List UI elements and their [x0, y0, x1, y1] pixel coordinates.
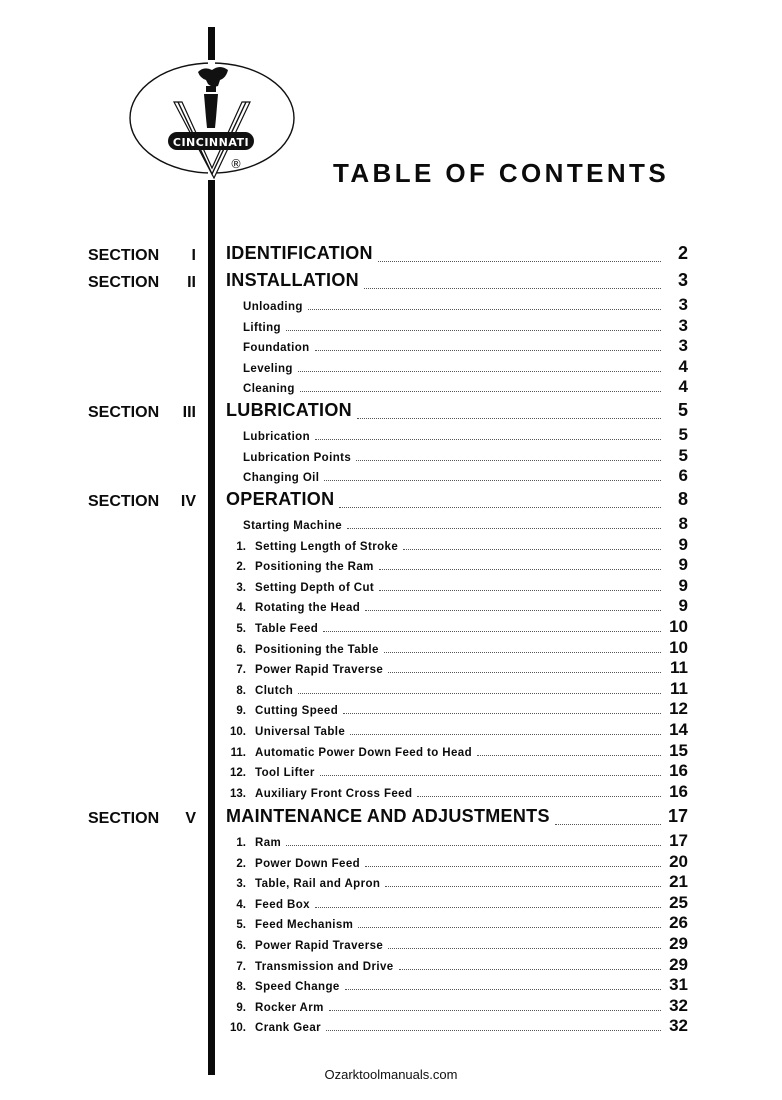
toc-entry[interactable] [222, 852, 688, 872]
entry-text: Rocker Arm [255, 1001, 324, 1014]
toc-entry[interactable] [222, 555, 688, 575]
section-label [88, 400, 196, 422]
section-numeral: V [185, 810, 196, 827]
page-number: 9 [678, 534, 688, 554]
toc-entry[interactable] [243, 336, 688, 356]
entry-text: Lifting [243, 321, 281, 334]
dot-leader [298, 693, 661, 694]
dot-leader [343, 713, 661, 714]
dot-leader [384, 652, 661, 653]
entry-text: Power Rapid Traverse [255, 940, 384, 952]
toc-entry[interactable] [222, 872, 688, 892]
toc-entry[interactable] [222, 996, 688, 1016]
toc-section-heading[interactable] [226, 489, 688, 513]
dot-leader [356, 460, 661, 461]
entry-number: 9. [236, 705, 246, 718]
entry-text: Transmission and Drive [255, 960, 394, 973]
toc-entry[interactable] [222, 576, 688, 596]
entry-number: 1. [236, 837, 246, 849]
entry-number: 5. [236, 919, 246, 932]
toc-entry[interactable] [222, 831, 688, 851]
vertical-rule [208, 27, 215, 1075]
dot-leader [399, 969, 661, 970]
dot-leader [345, 989, 661, 990]
toc-entry[interactable] [243, 446, 688, 466]
page-number: 9 [678, 596, 688, 616]
entry-number: 12. [230, 767, 246, 780]
page-number: 4 [678, 377, 688, 397]
section-label [88, 489, 196, 511]
toc-entry[interactable] [222, 596, 688, 616]
dot-leader [308, 309, 661, 310]
page-number: 9 [678, 555, 688, 575]
entry-number: 2. [236, 561, 246, 574]
page-number: 6 [678, 466, 688, 486]
dot-leader [315, 907, 661, 908]
page-number: 20 [669, 851, 688, 871]
dot-leader [555, 824, 661, 825]
page-number: 29 [669, 934, 688, 953]
section-numeral: I [191, 247, 196, 264]
page-number: 21 [669, 872, 688, 892]
toc-entry[interactable] [243, 514, 688, 534]
toc-entry[interactable] [222, 1016, 688, 1036]
toc-entry[interactable] [243, 425, 688, 445]
dot-leader [477, 755, 661, 756]
entry-text: Setting Depth of Cut [255, 581, 375, 594]
dot-leader [326, 1030, 661, 1031]
page-number: 14 [669, 720, 688, 739]
entry-text: Power Rapid Traverse [255, 664, 384, 677]
entry-number: 6. [236, 643, 246, 656]
page-number: 32 [669, 1016, 688, 1036]
dot-leader [286, 845, 661, 846]
toc-entry[interactable] [222, 638, 688, 658]
toc-entry[interactable] [222, 720, 688, 740]
toc-entry[interactable] [243, 357, 688, 377]
entry-text: Clutch [255, 684, 294, 697]
page-number: 32 [669, 995, 688, 1015]
toc-entry[interactable] [222, 893, 688, 913]
dot-leader [378, 261, 661, 262]
dot-leader [357, 418, 661, 419]
toc-entry[interactable] [222, 975, 688, 995]
page-number: 26 [669, 913, 688, 933]
entry-text: Feed Box [255, 898, 310, 911]
dot-leader [315, 350, 661, 351]
page-number: 16 [669, 761, 688, 781]
entry-text: Power Down Feed [255, 857, 361, 870]
page-number: 15 [669, 740, 688, 760]
page-number: 8 [677, 489, 688, 509]
entry-number: 8. [236, 981, 246, 994]
section-label [88, 243, 196, 265]
entry-text: Positioning the Ram [255, 561, 374, 574]
entry-number: 3. [236, 581, 246, 594]
section-numeral: III [182, 404, 196, 421]
entry-number: 7. [236, 960, 246, 973]
entry-number: 4. [236, 602, 246, 615]
toc-entry[interactable] [222, 913, 688, 933]
dot-leader [379, 590, 661, 591]
toc-heading-text: IDENTIFICATION [226, 243, 373, 263]
page-number: 2 [677, 243, 688, 263]
entry-number: 10. [230, 1022, 246, 1035]
page-number: 10 [669, 637, 688, 657]
toc-heading-text: MAINTENANCE AND ADJUSTMENTS [226, 806, 550, 826]
dot-leader [324, 480, 661, 481]
page-number: 31 [669, 975, 688, 995]
page-number: 11 [670, 658, 688, 678]
dot-leader [347, 528, 661, 529]
page-number: 4 [678, 356, 688, 376]
page-number: 16 [669, 781, 688, 801]
entry-text: Positioning the Table [255, 643, 379, 656]
entry-text: Crank Gear [255, 1022, 322, 1035]
entry-number: 4. [236, 898, 246, 911]
entry-text: Starting Machine [243, 520, 343, 532]
section-word: SECTION [88, 247, 160, 264]
registered-mark: ® [230, 157, 242, 171]
toc-section-heading[interactable] [226, 270, 688, 294]
dot-leader [388, 672, 661, 673]
page-number: 3 [677, 270, 688, 290]
toc-heading-text: LUBRICATION [226, 400, 352, 420]
toc-entry[interactable] [222, 699, 688, 719]
page-number: 3 [678, 336, 688, 356]
section-word: SECTION [88, 274, 160, 291]
dot-leader [350, 734, 661, 735]
dot-leader [315, 439, 661, 440]
entry-text: Ram [255, 837, 282, 849]
dot-leader [365, 866, 661, 867]
entry-text: Tool Lifter [255, 767, 315, 780]
page-number: 17 [667, 806, 688, 826]
dot-leader [379, 569, 661, 570]
page-number: 12 [669, 699, 688, 719]
dot-leader [358, 927, 661, 928]
dot-leader [364, 288, 661, 289]
toc-entry[interactable] [243, 466, 688, 486]
dot-leader [286, 330, 661, 331]
page-title: TABLE OF CONTENTS [333, 158, 670, 188]
entry-text: Auxiliary Front Cross Feed [255, 787, 413, 800]
section-label [88, 806, 196, 828]
toc-heading-text: INSTALLATION [226, 270, 359, 290]
entry-text: Table Feed [255, 623, 319, 635]
section-word: SECTION [88, 810, 160, 827]
entry-number: 9. [236, 1001, 246, 1014]
toc-entry[interactable] [243, 316, 688, 336]
toc-entry[interactable] [243, 295, 688, 315]
entry-text: Cleaning [243, 383, 295, 396]
page-number: 25 [669, 892, 688, 912]
toc-entry[interactable] [222, 955, 688, 975]
page-number: 5 [678, 445, 688, 465]
entry-number: 13. [230, 787, 246, 800]
entry-text: Foundation [243, 342, 310, 355]
entry-number: 2. [236, 857, 246, 870]
entry-number: 1. [236, 540, 246, 553]
toc-section-heading[interactable] [226, 243, 688, 267]
dot-leader [385, 886, 661, 887]
entry-text: Table, Rail and Apron [255, 878, 381, 891]
toc-entry[interactable] [222, 741, 688, 761]
dot-leader [300, 391, 661, 392]
entry-text: Rotating the Head [255, 602, 361, 615]
entry-text: Automatic Power Down Feed to Head [255, 746, 473, 759]
toc-section-heading[interactable] [226, 400, 688, 424]
entry-text: Leveling [243, 362, 293, 375]
entry-text: Lubrication Points [243, 451, 352, 464]
entry-number: 6. [236, 940, 246, 952]
page-number: 8 [678, 514, 688, 533]
cincinnati-logo [128, 60, 296, 180]
toc-section-heading[interactable] [226, 806, 688, 830]
dot-leader [388, 948, 661, 949]
entry-number: 10. [230, 726, 246, 738]
entry-text: Speed Change [255, 981, 340, 994]
logo-brand-text: CINCINNATI [172, 136, 250, 149]
toc-entry[interactable] [243, 377, 688, 397]
page-number: 5 [677, 400, 688, 420]
entry-text: Cutting Speed [255, 705, 339, 718]
dot-leader [329, 1010, 661, 1011]
page-number: 17 [669, 831, 688, 850]
dot-leader [417, 796, 661, 797]
toc-entry[interactable] [222, 934, 688, 954]
entry-number: 11. [230, 746, 246, 759]
toc-entry[interactable] [222, 761, 688, 781]
toc-entry[interactable] [222, 782, 688, 802]
page-number: 11 [670, 678, 688, 698]
entry-text: Feed Mechanism [255, 919, 354, 932]
page-number: 3 [678, 295, 688, 314]
entry-number: 7. [236, 664, 246, 677]
page-number: 10 [669, 617, 688, 636]
section-word: SECTION [88, 404, 160, 421]
dot-leader [365, 610, 661, 611]
dot-leader [339, 507, 661, 508]
section-word: SECTION [88, 493, 160, 510]
section-numeral: IV [180, 493, 196, 510]
section-label [88, 270, 196, 292]
toc-heading-text: OPERATION [226, 489, 335, 509]
entry-number: 3. [236, 878, 246, 891]
toc-entry[interactable] [222, 535, 688, 555]
entry-text: Lubrication [243, 431, 311, 443]
page-number: 9 [678, 575, 688, 595]
footer-url: Ozarktoolmanuals.com [324, 1067, 458, 1082]
entry-text: Changing Oil [243, 472, 320, 485]
toc-entry[interactable] [222, 679, 688, 699]
entry-number: 5. [236, 623, 246, 635]
dot-leader [298, 371, 661, 372]
dot-leader [323, 631, 661, 632]
toc-entry[interactable] [222, 658, 688, 678]
dot-leader [320, 775, 661, 776]
entry-text: Unloading [243, 301, 303, 313]
entry-text: Setting Length of Stroke [255, 540, 399, 553]
entry-text: Universal Table [255, 726, 346, 738]
section-numeral: II [187, 274, 196, 291]
toc-entry[interactable] [222, 617, 688, 637]
page-number: 29 [669, 954, 688, 974]
dot-leader [403, 549, 661, 550]
page-number: 3 [678, 315, 688, 335]
page-number: 5 [678, 425, 688, 444]
entry-number: 8. [236, 684, 246, 697]
